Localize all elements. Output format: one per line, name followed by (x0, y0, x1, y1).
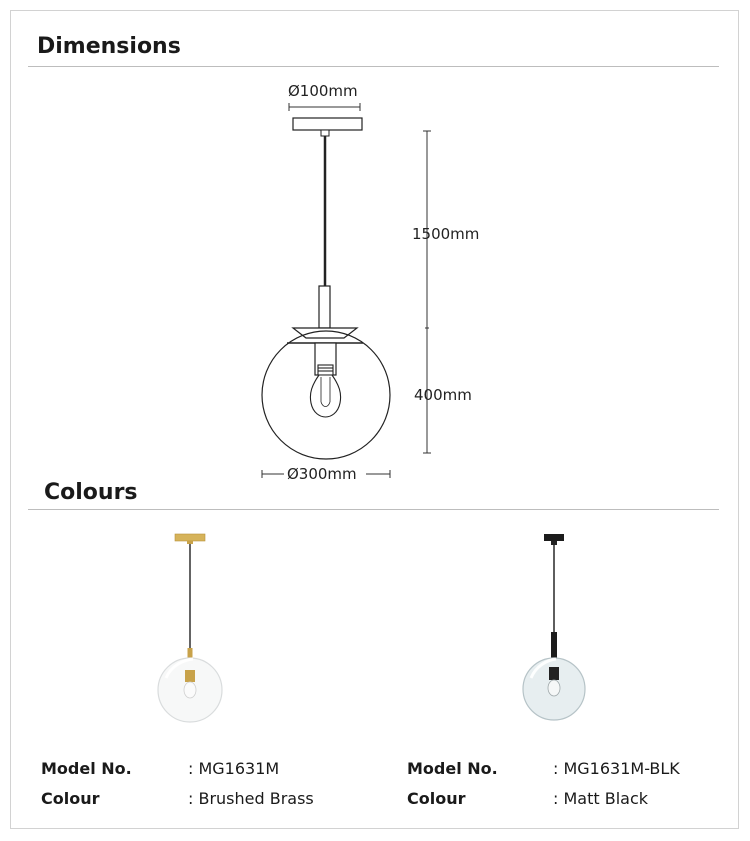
canopy-dimension-line (289, 103, 360, 111)
canopy-stem (321, 130, 329, 136)
colours-heading: Colours (44, 480, 138, 505)
model-number-value-1: : MG1631M (188, 759, 280, 778)
black-pendant-image (494, 528, 614, 728)
colour-value-1: : Brushed Brass (188, 789, 314, 808)
colour-key-2: Colour (407, 789, 466, 808)
holder-tube (319, 286, 330, 328)
colour-key-1: Colour (41, 789, 100, 808)
dimensions-heading: Dimensions (37, 34, 181, 59)
canopy-diameter-label: Ø100mm (288, 82, 358, 100)
canopy-plate (293, 118, 362, 130)
colour-value-2: : Matt Black (553, 789, 649, 808)
height-dimension-line (423, 131, 431, 453)
brass-pendant-image (133, 528, 253, 728)
model-number-value-2: : MG1631M-BLK (553, 759, 680, 778)
shade-diameter-label: Ø300mm (287, 465, 357, 483)
colours-divider (28, 509, 719, 510)
gallery-ring (293, 328, 357, 338)
model-number-key-1: Model No. (41, 759, 132, 778)
shade-height-label: 400mm (414, 386, 472, 404)
drop-length-label: 1500mm (412, 225, 480, 243)
model-number-key-2: Model No. (407, 759, 498, 778)
